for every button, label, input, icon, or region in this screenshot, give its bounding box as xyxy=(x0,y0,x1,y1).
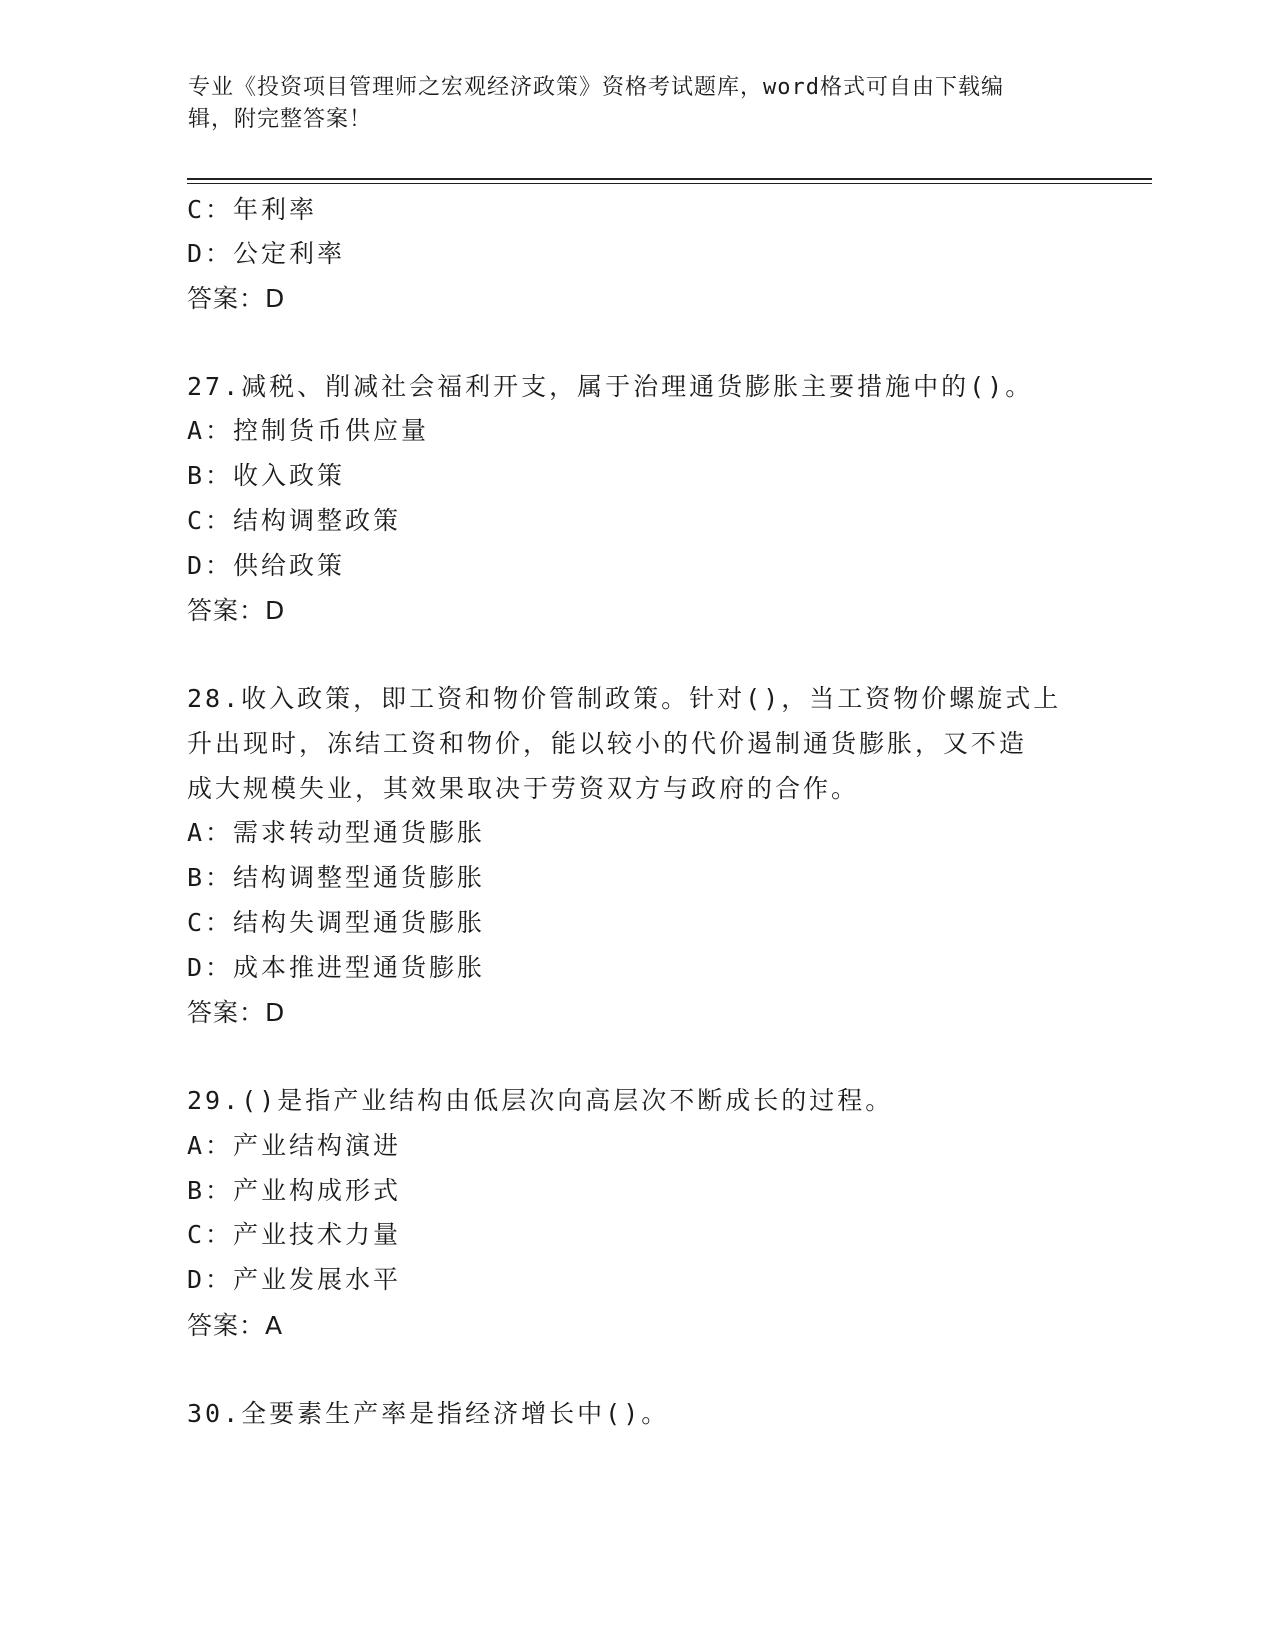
q29-option-c: C：产业技术力量 xyxy=(187,1220,402,1249)
q29-option-d: D：产业发展水平 xyxy=(187,1265,402,1294)
q29-answer: 答案：A xyxy=(187,1311,284,1340)
header-divider-thin xyxy=(187,183,1152,184)
q27-option-a: A：控制货币供应量 xyxy=(187,416,430,445)
q29-stem: 29.()是指产业结构由低层次向高层次不断成长的过程。 xyxy=(187,1086,894,1115)
q27-stem: 27.减税、削减社会福利开支，属于治理通货膨胀主要措施中的()。 xyxy=(187,372,1034,401)
q28-stem-line-2: 升出现时，冻结工资和物价，能以较小的代价遏制通货膨胀，又不造 xyxy=(187,729,1028,758)
q27-option-d: D：供给政策 xyxy=(187,551,346,580)
prev-option-c: C：年利率 xyxy=(187,195,318,224)
q28-stem-line-3: 成大规模失业，其效果取决于劳资双方与政府的合作。 xyxy=(187,774,860,803)
header-line-1: 专业《投资项目管理师之宏观经济政策》资格考试题库，word格式可自由下载编 xyxy=(188,75,1004,100)
header-line-2: 辑，附完整答案！ xyxy=(188,107,373,132)
q28-option-b: B：结构调整型通货膨胀 xyxy=(187,863,486,892)
prev-answer: 答案：D xyxy=(187,284,286,313)
q27-option-b: B：收入政策 xyxy=(187,461,346,490)
header-divider-thick xyxy=(187,178,1152,180)
q28-option-d: D：成本推进型通货膨胀 xyxy=(187,953,486,982)
q27-option-c: C：结构调整政策 xyxy=(187,506,402,535)
q29-option-b: B：产业构成形式 xyxy=(187,1176,402,1205)
q28-option-c: C：结构失调型通货膨胀 xyxy=(187,908,486,937)
q29-option-a: A：产业结构演进 xyxy=(187,1131,402,1160)
q28-stem-line-1: 28.收入政策，即工资和物价管制政策。针对()，当工资物价螺旋式上 xyxy=(187,684,1062,713)
document-header xyxy=(188,72,1088,136)
prev-option-d: D：公定利率 xyxy=(187,239,346,268)
q27-answer: 答案：D xyxy=(187,596,286,625)
q28-answer: 答案：D xyxy=(187,998,286,1027)
q28-option-a: A：需求转动型通货膨胀 xyxy=(187,818,486,847)
q30-stem: 30.全要素生产率是指经济增长中()。 xyxy=(187,1399,670,1428)
